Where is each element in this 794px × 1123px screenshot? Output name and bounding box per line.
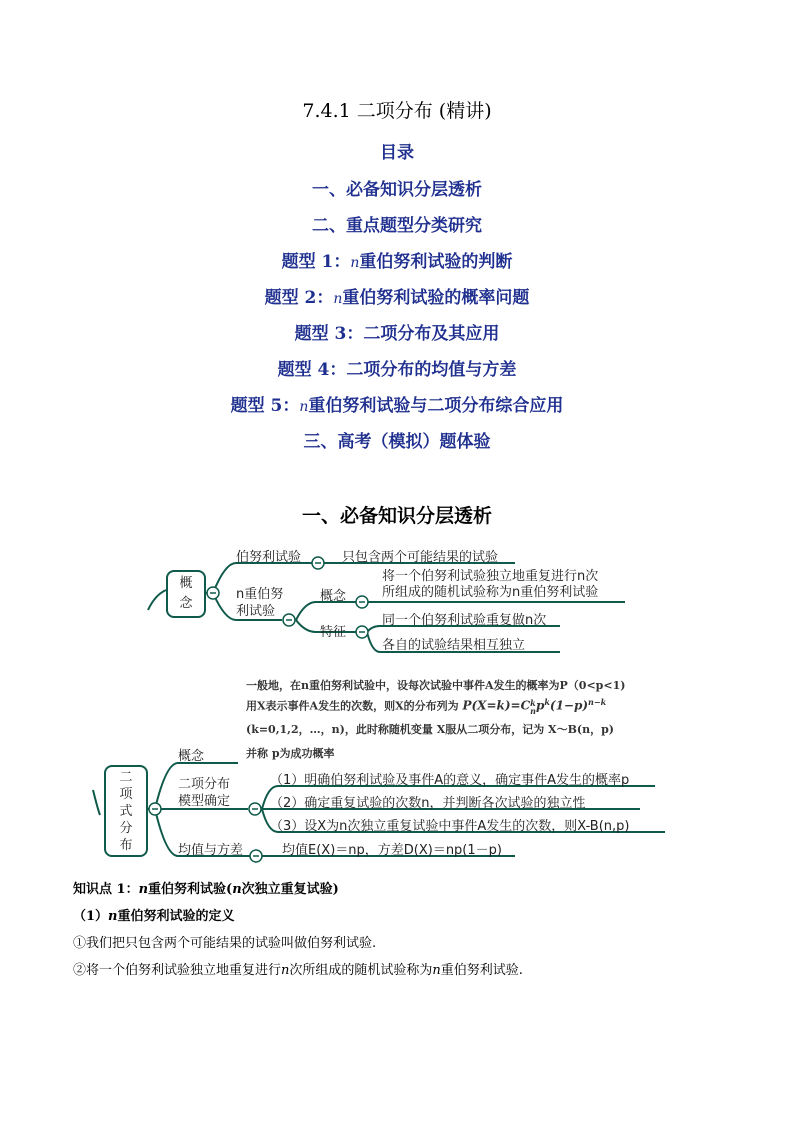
toc-entry-text: 题型 1： <box>281 252 351 272</box>
node-model: 二项分布 模型确定 <box>178 777 231 809</box>
toc-entry-var: n <box>333 291 343 307</box>
mindmap-root-binomial: 二 项 式 分 布 <box>104 765 148 857</box>
node-feature: 特征 <box>320 625 347 640</box>
toc-entry-text: 题型 3：二项分布及其应用 <box>294 324 500 344</box>
node-feature-1: 同一个伯努利试验重复做n次 <box>382 613 547 628</box>
toc-entry-text: 一、必备知识分层透析 <box>312 180 482 200</box>
knowledge-point-title: 知识点 1：n重伯努利试验(n次独立重复试验) <box>73 882 339 897</box>
toc-entry-var: n <box>350 255 360 271</box>
node-step-1: （1）明确伯努利试验及事件A的意义，确定事件A发生的概率p <box>270 773 630 788</box>
toc-heading: 目录 <box>380 143 414 163</box>
toc-entry-var: n <box>299 399 309 415</box>
node-concept-2: 概念 <box>178 749 205 764</box>
node-step-3: （3）设X为n次独立重复试验中事件A发生的次数，则X-B(n,p) <box>270 819 630 834</box>
toc-entry-text: 题型 2： <box>264 288 334 308</box>
definition-item-2: ②将一个伯努利试验独立地重复进行n次所组成的随机试验称为n重伯努利试验. <box>73 963 523 978</box>
note-line-4: 并称 p为成功概率 <box>246 747 335 760</box>
node-bernoulli: 伯努利试验 <box>236 550 302 565</box>
note-line-2: 用X表示事件A发生的次数，则X的分布列为 P(X=k)=Ck $np^k(1-p)^{n-k}$ <box>246 697 607 716</box>
toc-entry-text: 重伯努利试验与二项分布综合应用 <box>308 396 564 416</box>
document-title: 7.4.1 二项分布 (精讲) <box>302 100 492 122</box>
definition-item-1: ①我们把只包含两个可能结果的试验叫做伯努利试验. <box>73 936 377 951</box>
note-line-1: 一般地，在n重伯努利试验中，设每次试验中事件A发生的概率为P（0<p<1) <box>246 679 626 692</box>
toc-entry-text: 题型 4：二项分布的均值与方差 <box>277 360 517 380</box>
toc-entry-text: 题型 5： <box>230 396 300 416</box>
node-bernoulli-def: 只包含两个可能结果的试验 <box>342 550 499 565</box>
node-step-2: （2）确定重复试验的次数n，并判断各次试验的独立性 <box>270 796 586 811</box>
definition-heading: （1）n重伯努利试验的定义 <box>73 909 235 924</box>
toc-entry-text: 二、重点题型分类研究 <box>312 216 482 236</box>
node-concept-def: 将一个伯努利试验独立地重复进行n次 所组成的随机试验称为n重伯努利试验 <box>382 569 599 600</box>
node-nfold-bernoulli: n重伯努 利试验 <box>236 587 284 619</box>
node-feature-2: 各自的试验结果相互独立 <box>382 638 526 653</box>
node-mean-var-text: 均值E(X)＝np，方差D(X)＝np(1－p) <box>282 843 502 858</box>
node-mean-var: 均值与方差 <box>178 843 244 858</box>
toc-entry-text: 三、高考（模拟）题体验 <box>303 432 491 452</box>
toc-entry-text: 重伯努利试验的概率问题 <box>342 288 530 308</box>
mindmap-root-concept: 概 念 <box>166 570 206 618</box>
toc-entry-text: 重伯努利试验的判断 <box>359 252 513 272</box>
node-concept: 概念 <box>320 589 347 604</box>
section-heading: 一、必备知识分层透析 <box>301 505 492 527</box>
note-line-3: (k=0,1,2，…，n)，此时称随机变量 X服从二项分布，记为 X～B(n，p) <box>246 723 614 736</box>
